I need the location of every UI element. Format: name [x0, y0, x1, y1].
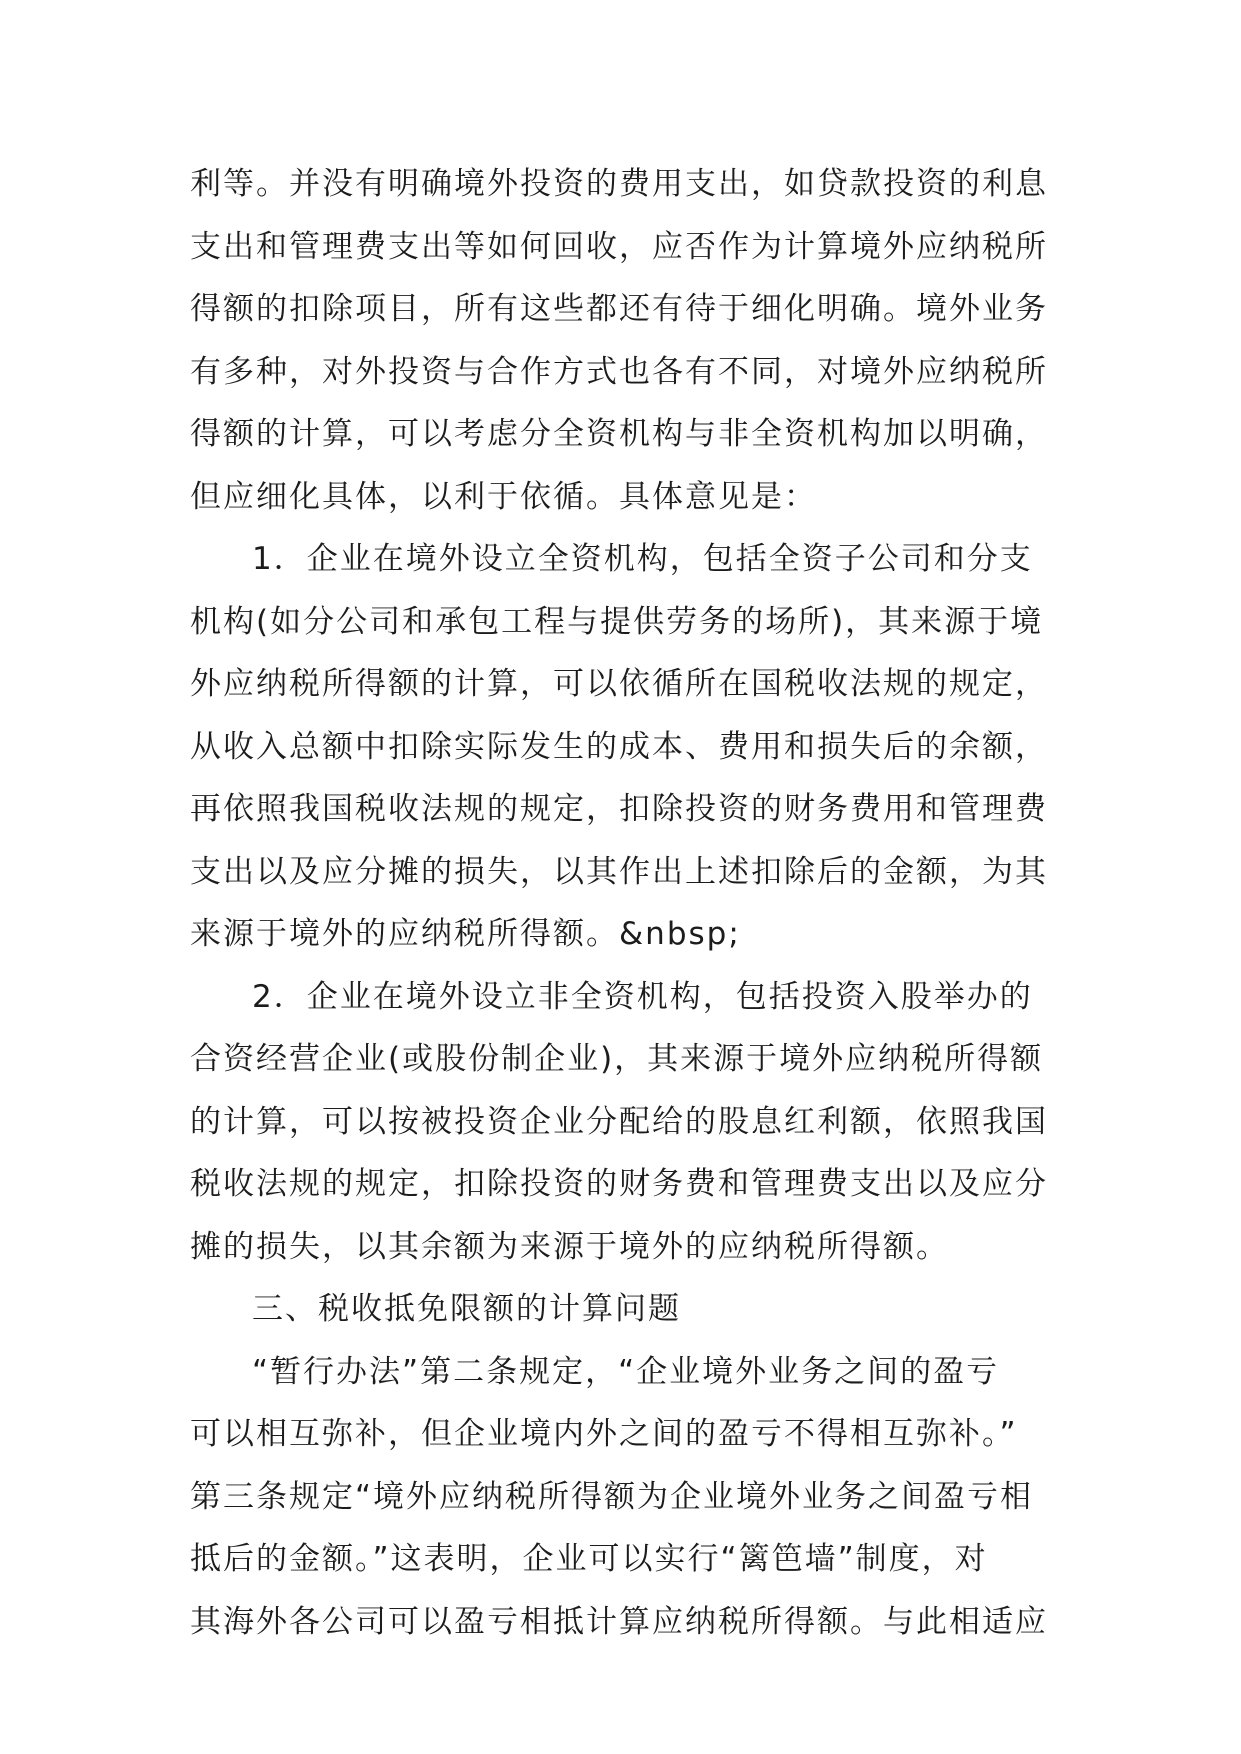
text-line: 摊的损失，以其余额为来源于境外的应纳税所得额。 — [190, 1228, 949, 1265]
text-line: 利等。并没有明确境外投资的费用支出，如贷款投资的利息 — [190, 166, 1048, 202]
body-text — [190, 153, 1060, 1653]
text-line: 得额的扣除项目，所有这些都还有待于细化明确。境外业务 — [190, 291, 1048, 327]
text-line: 机构(如分公司和承包工程与提供劳务的场所)，其来源于境 — [190, 603, 1044, 640]
text-line: 1．企业在境外设立全资机构，包括全资子公司和分支 — [252, 541, 1033, 577]
text-line: 的计算，可以按被投资企业分配给的股息红利额，依照我国 — [190, 1103, 1048, 1140]
text-line: 外应纳税所得额的计算，可以依循所在国税收法规的规定， — [190, 666, 1048, 702]
text-line: 从收入总额中扣除实际发生的成本、费用和损失后的余额， — [190, 728, 1048, 765]
text-line: 但应细化具体，以利于依循。具体意见是： — [190, 478, 817, 515]
text-line: 来源于境外的应纳税所得额。&nbsp; — [190, 916, 741, 952]
text-line: 可以相互弥补，但企业境内外之间的盈亏不得相互弥补。” — [190, 1416, 1018, 1452]
text-line: 合资经营企业(或股份制企业)，其来源于境外应纳税所得额 — [190, 1041, 1044, 1077]
text-line: 再依照我国税收法规的规定，扣除投资的财务费用和管理费 — [190, 791, 1048, 827]
text-line: 支出以及应分摊的损失，以其作出上述扣除后的金额，为其 — [190, 853, 1048, 890]
text-line: 支出和管理费支出等如何回收，应否作为计算境外应纳税所 — [190, 228, 1048, 265]
text-line: 其海外各公司可以盈亏相抵计算应纳税所得额。与此相适应 — [190, 1603, 1048, 1640]
text-line: 第三条规定“境外应纳税所得额为企业境外业务之间盈亏相 — [190, 1478, 1034, 1515]
text-line: 有多种，对外投资与合作方式也各有不同，对境外应纳税所 — [190, 353, 1048, 390]
text-line: 2．企业在境外设立非全资机构，包括投资入股举办的 — [252, 978, 1033, 1015]
text-line: 税收法规的规定，扣除投资的财务费和管理费支出以及应分 — [190, 1166, 1048, 1202]
text-line: “暂行办法”第二条规定，“企业境外业务之间的盈亏 — [252, 1353, 1000, 1390]
section-heading: 三、税收抵免限额的计算问题 — [252, 1291, 681, 1327]
text-line: 抵后的金额。”这表明，企业可以实行“篱笆墙”制度，对 — [190, 1541, 988, 1577]
text-line: 得额的计算，可以考虑分全资机构与非全资机构加以明确， — [190, 416, 1048, 452]
